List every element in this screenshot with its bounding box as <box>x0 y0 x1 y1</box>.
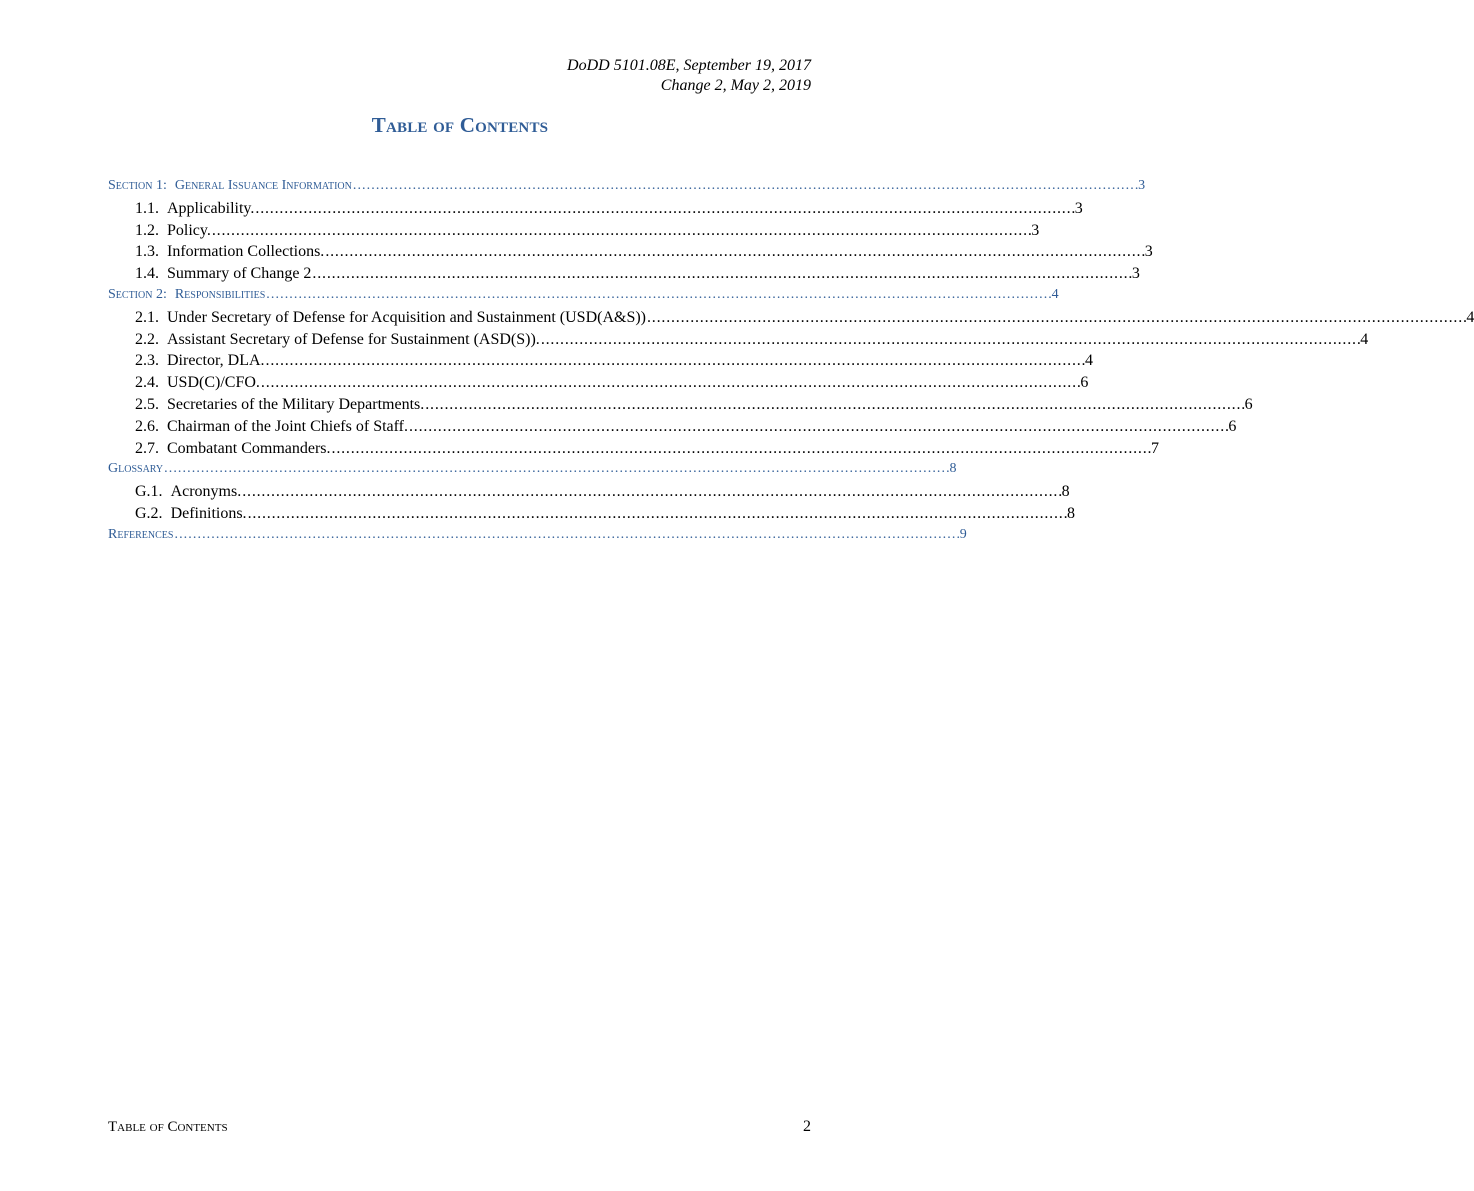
toc-page-number: 8 <box>1061 483 1070 501</box>
document-header <box>567 56 811 96</box>
toc-page-number: 6 <box>1228 417 1237 435</box>
toc-subsection-entry[interactable] <box>108 483 1070 505</box>
toc-dot-leader <box>174 527 958 543</box>
toc-page-number: 4 <box>1084 352 1093 370</box>
toc-entry-text: Definitions. <box>170 504 247 522</box>
toc-entry-number: 2.7. <box>135 439 159 457</box>
toc-dot-leader <box>332 440 1150 458</box>
toc-entry-text: Glossary <box>108 461 164 477</box>
toc-entry-label <box>108 461 163 477</box>
toc-entry-number: 2.4. <box>135 374 159 392</box>
toc-entry-text: Summary of Change 2 <box>167 265 312 283</box>
toc-dot-leader <box>312 265 1130 283</box>
toc-entry-text: Acronyms. <box>170 483 242 501</box>
toc-entry-number: G.2. <box>135 504 163 522</box>
toc-entry-label <box>108 527 173 543</box>
toc-dot-leader <box>248 505 1066 523</box>
toc-dot-leader <box>353 178 1137 194</box>
toc-page-number: 6 <box>1244 395 1253 413</box>
toc-subsection-entry[interactable] <box>108 308 1474 331</box>
toc-entry-number: 2.5. <box>135 395 159 413</box>
toc-page-number: 3 <box>1144 243 1153 261</box>
toc-entry-number: 1.3. <box>135 243 159 261</box>
toc-entry-text: Chairman of the Joint Chiefs of Staff. <box>167 417 408 435</box>
toc-subsection-entry[interactable] <box>108 352 1093 374</box>
toc-page-number: 4 <box>1466 308 1474 326</box>
toc-entry-text: Policy. <box>167 221 211 239</box>
toc-entry-text: General Issuance Information <box>174 178 352 193</box>
toc-subsection-entry[interactable] <box>108 265 1140 287</box>
toc-subsection-entry[interactable] <box>108 243 1153 265</box>
toc-subsection-entry[interactable] <box>108 439 1159 462</box>
toc-subsection-entry[interactable] <box>108 330 1369 353</box>
toc-section-entry[interactable] <box>108 286 1059 309</box>
toc-dot-leader <box>541 331 1359 349</box>
toc-entry-number: 1.2. <box>135 221 159 239</box>
toc-entry-number: 2.2. <box>135 330 159 348</box>
toc-section-entry[interactable] <box>108 526 967 549</box>
toc-entry-number: Section 2: <box>108 286 167 302</box>
toc-dot-leader <box>261 374 1079 392</box>
page-title: Table of Contents <box>371 113 549 137</box>
toc-dot-leader <box>409 418 1227 436</box>
toc-page-number: 8 <box>949 461 957 477</box>
toc-subsection-entry[interactable] <box>108 374 1089 396</box>
toc-entry-label <box>108 178 352 194</box>
toc-subsection-entry[interactable] <box>108 417 1237 440</box>
toc-entry-text: Combatant Commanders. <box>167 439 331 457</box>
toc-dot-leader <box>212 222 1030 240</box>
toc-entry-text: Secretaries of the Military Departments. <box>167 395 425 413</box>
toc-dot-leader <box>325 243 1143 261</box>
toc-entry-label <box>135 483 241 501</box>
toc-subsection-entry[interactable] <box>108 199 1083 222</box>
toc-entry-label <box>135 200 254 218</box>
toc-entry-number: 1.1. <box>135 199 159 217</box>
toc-entry-number: 2.6. <box>135 417 159 435</box>
toc-entry-text: USD(C)/CFO. <box>167 374 260 392</box>
toc-entry-label <box>135 505 247 523</box>
toc-entry-label <box>135 440 331 458</box>
toc-dot-leader <box>266 287 1050 303</box>
toc-entry-text: Under Secretary of Defense for Acquisition and Sustainment (USD(A&S)) <box>167 308 646 326</box>
toc-page-number: 4 <box>1051 286 1059 302</box>
toc-dot-leader <box>266 352 1084 370</box>
toc-dot-leader <box>242 483 1060 501</box>
toc-page-number: 9 <box>959 526 967 542</box>
toc-page-number: 6 <box>1080 374 1089 392</box>
toc-subsection-entry[interactable] <box>108 221 1040 244</box>
toc-dot-leader <box>255 200 1073 218</box>
toc-page-number: 4 <box>1360 330 1369 348</box>
toc-entry-text: Applicability. <box>167 199 255 217</box>
toc-subsection-entry[interactable] <box>108 395 1253 418</box>
toc-entry-text: Responsibilities <box>174 286 266 302</box>
toc-entry-text: Assistant Secretary of Defense for Sustainment (ASD(S)). <box>167 330 540 348</box>
toc-page-number: 8 <box>1066 504 1075 522</box>
toc-entry-label <box>135 396 424 414</box>
header-document-id: DoDD 5101.08E, September 19, 2017 <box>567 57 811 74</box>
toc-entry-number: 1.4. <box>135 265 159 283</box>
toc-section-entry[interactable] <box>108 178 1146 200</box>
toc-entry-text: Director, DLA. <box>167 352 265 370</box>
toc-entry-label <box>135 352 265 370</box>
toc-section-entry[interactable] <box>108 461 957 483</box>
toc-dot-leader <box>647 309 1465 327</box>
toc-dot-leader <box>164 461 948 477</box>
header-change-info: Change 2, May 2, 2019 <box>660 77 811 94</box>
footer-page-number: 2 <box>803 1118 811 1135</box>
toc-dot-leader <box>425 396 1243 414</box>
toc-entry-label <box>135 374 260 392</box>
footer-section-label: Table of Contents <box>108 1119 228 1135</box>
toc-entry-label <box>135 418 408 436</box>
toc-page-number: 3 <box>1031 221 1040 239</box>
toc-entry-label <box>135 309 646 327</box>
toc-entry-number: Section 1: <box>108 178 167 193</box>
toc-entry-label <box>135 331 540 349</box>
toc-page-number: 7 <box>1150 439 1159 457</box>
toc-entry-number: 2.1. <box>135 308 159 326</box>
toc-entry-label <box>135 222 211 240</box>
toc-page-number: 3 <box>1074 199 1083 217</box>
toc-entry-label <box>135 243 324 261</box>
toc-entry-number: 2.3. <box>135 352 159 370</box>
table-of-contents <box>108 178 1474 549</box>
toc-entry-text: References <box>108 526 174 542</box>
toc-subsection-entry[interactable] <box>108 504 1075 527</box>
toc-entry-label <box>108 287 265 303</box>
toc-entry-text: Information Collections. <box>167 243 325 261</box>
toc-entry-number: G.1. <box>135 483 163 501</box>
toc-page-number: 3 <box>1131 265 1140 283</box>
toc-entry-label <box>135 265 311 283</box>
toc-page-number: 3 <box>1138 178 1146 193</box>
